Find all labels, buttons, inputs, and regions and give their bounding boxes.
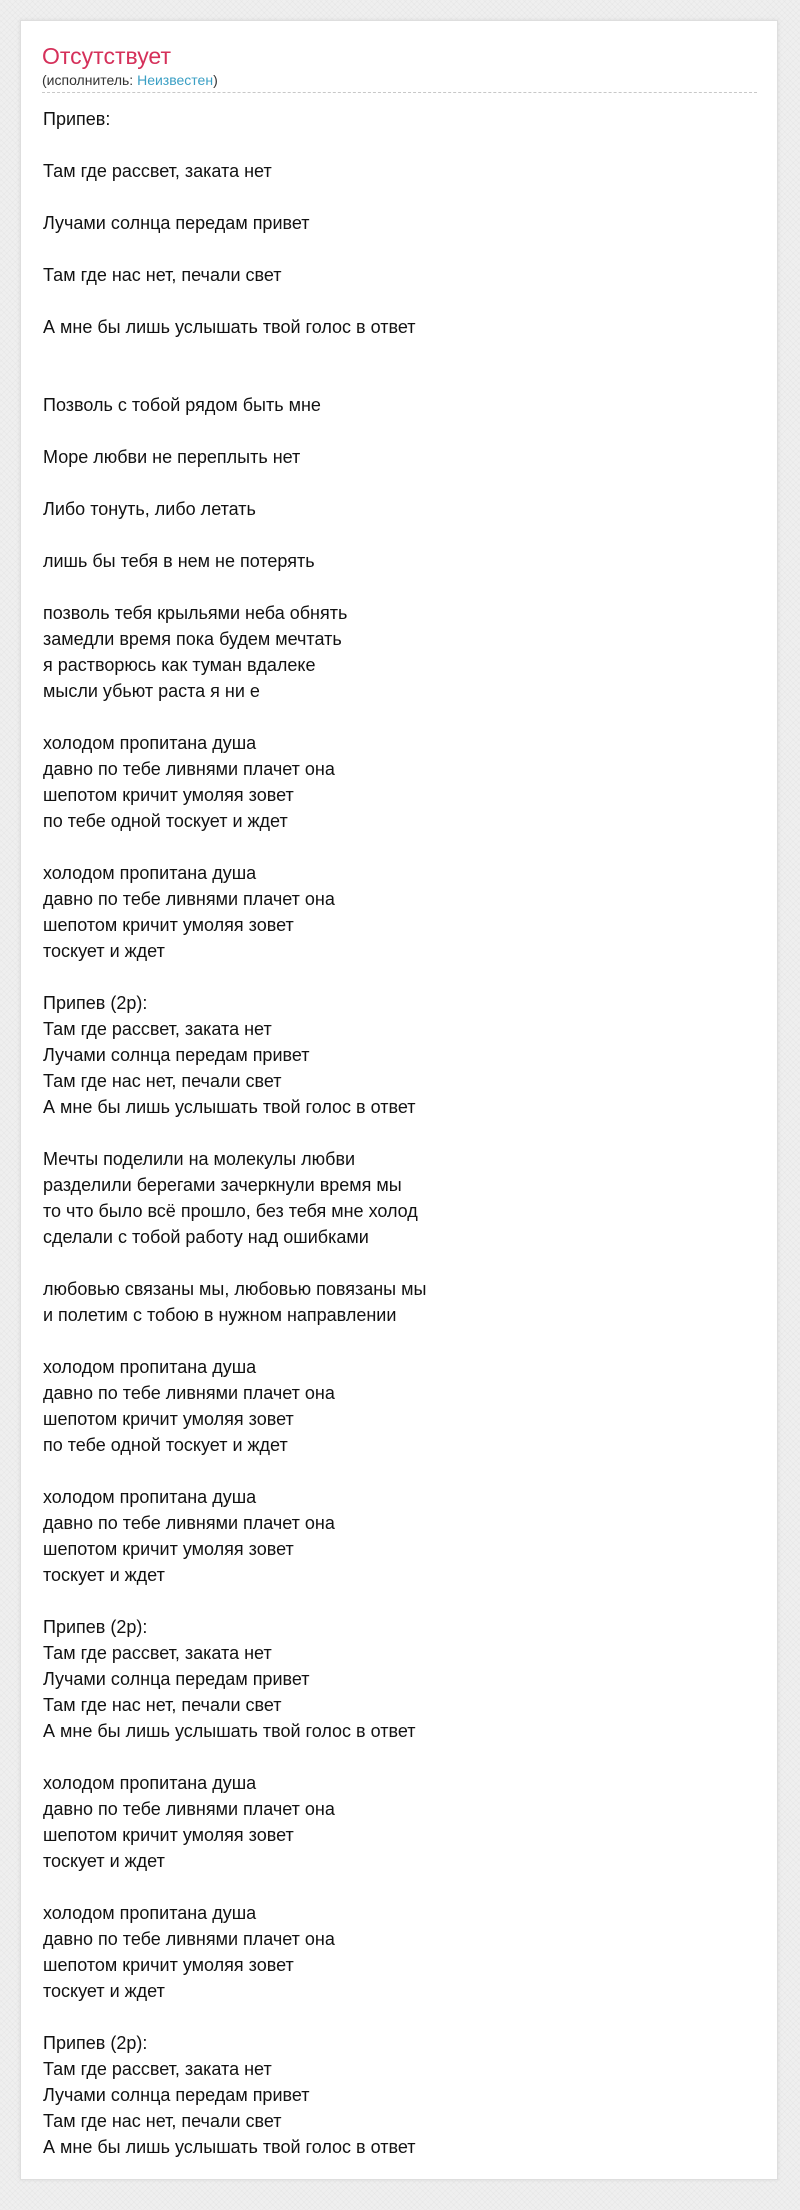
lyric-line: Лучами солнца передам привет [43, 213, 310, 233]
lyric-line: Припев: [43, 109, 111, 129]
lyric-line: Позволь с тобой рядом быть мне [43, 395, 321, 415]
lyric-line [43, 1744, 758, 1770]
lyric-line [43, 418, 758, 444]
lyric-line [43, 574, 758, 600]
lyric-line: по тебе одной тоскует и ждет [43, 811, 288, 831]
lyric-line: позволь тебя крыльями неба обнять [43, 603, 348, 623]
lyric-line: мысли убьют раста я ни е [43, 681, 260, 701]
lyric-line: Либо тонуть, либо летать [43, 499, 256, 519]
lyric-line [43, 1588, 758, 1614]
lyric-line: Припев (2р): [43, 1617, 148, 1637]
lyric-line: тоскует и ждет [43, 1851, 165, 1871]
lyric-line: давно по тебе ливнями плачет она [43, 759, 335, 779]
lyric-line: Припев (2р): [43, 2033, 148, 2053]
lyric-line: холодом пропитана душа [43, 1773, 257, 1793]
lyric-line: замедли время пока будем мечтать [43, 629, 342, 649]
lyric-line: Там где нас нет, печали свет [43, 1071, 282, 1091]
lyric-line: давно по тебе ливнями плачет она [43, 1513, 335, 1533]
lyric-line [43, 1250, 758, 1276]
lyric-line [43, 834, 758, 860]
lyric-line: Припев (2р): [43, 993, 148, 1013]
lyric-line: то что было всё прошло, без тебя мне холод [43, 1201, 418, 1221]
lyric-line: тоскует и ждет [43, 1981, 165, 2001]
lyric-line: давно по тебе ливнями плачет она [43, 1929, 335, 1949]
song-title: Отсутствует [42, 43, 171, 69]
lyric-line: сделали с тобой работу над ошибками [43, 1227, 369, 1247]
lyric-line [43, 340, 758, 366]
lyric-line [43, 964, 758, 990]
lyric-line: Там где нас нет, печали свет [43, 265, 282, 285]
lyric-line: давно по тебе ливнями плачет она [43, 1383, 335, 1403]
lyric-line: А мне бы лишь услышать твой голос в ответ [43, 1097, 416, 1117]
song-header [42, 41, 757, 93]
lyric-line: любовью связаны мы, любовью повязаны мы [43, 1279, 427, 1299]
artist-link[interactable]: Неизвестен [137, 72, 214, 88]
lyric-line: холодом пропитана душа [43, 1903, 257, 1923]
lyric-line: тоскует и ждет [43, 1565, 165, 1585]
lyric-line [43, 288, 758, 314]
lyric-line [43, 236, 758, 262]
lyric-line [43, 470, 758, 496]
lyric-line: шепотом кричит умоляя зовет [43, 915, 294, 935]
lyric-line: шепотом кричит умоляя зовет [43, 1539, 294, 1559]
lyric-line: Мечты поделили на молекулы любви [43, 1149, 356, 1169]
lyric-line [43, 522, 758, 548]
lyric-line [43, 704, 758, 730]
artist-prefix: (исполнитель: [42, 72, 138, 88]
lyric-line: холодом пропитана душа [43, 1357, 257, 1377]
lyric-line [43, 1328, 758, 1354]
lyric-line: разделили берегами зачеркнули время мы [43, 1175, 402, 1195]
lyric-line [43, 1874, 758, 1900]
lyric-line [43, 1120, 758, 1146]
lyric-line: А мне бы лишь услышать твой голос в ответ [43, 2137, 416, 2157]
lyric-line: А мне бы лишь услышать твой голос в ответ [43, 317, 416, 337]
lyric-line: Лучами солнца передам привет [43, 2085, 310, 2105]
lyric-line [43, 1458, 758, 1484]
lyric-line: Лучами солнца передам привет [43, 1669, 310, 1689]
artist-suffix: ) [213, 72, 218, 88]
lyric-line: тоскует и ждет [43, 941, 165, 961]
lyric-line: холодом пропитана душа [43, 863, 257, 883]
lyric-line: Лучами солнца передам привет [43, 1045, 310, 1065]
lyric-line: Там где нас нет, печали свет [43, 1695, 282, 1715]
lyric-line [43, 366, 758, 392]
lyric-line: Там где рассвет, заката нет [43, 1019, 272, 1039]
lyric-line: я растворюсь как туман вдалеке [43, 655, 316, 675]
lyric-line: Там где нас нет, печали свет [43, 2111, 282, 2131]
lyric-line: А мне бы лишь услышать твой голос в ответ [43, 1721, 416, 1741]
lyric-line: шепотом кричит умоляя зовет [43, 785, 294, 805]
lyric-line: давно по тебе ливнями плачет она [43, 1799, 335, 1819]
lyric-line: давно по тебе ливнями плачет она [43, 889, 335, 909]
lyric-line: шепотом кричит умоляя зовет [43, 1825, 294, 1845]
lyric-line: Там где рассвет, заката нет [43, 161, 272, 181]
lyric-line [43, 2004, 758, 2030]
lyric-line [43, 132, 758, 158]
lyric-line: холодом пропитана душа [43, 733, 257, 753]
lyric-line: и полетим с тобою в нужном направлении [43, 1305, 397, 1325]
lyric-line: Там где рассвет, заката нет [43, 2059, 272, 2079]
lyric-line: холодом пропитана душа [43, 1487, 257, 1507]
lyric-line: Море любви не переплыть нет [43, 447, 301, 467]
lyric-line [43, 184, 758, 210]
lyric-line: по тебе одной тоскует и ждет [43, 1435, 288, 1455]
lyric-line: Там где рассвет, заката нет [43, 1643, 272, 1663]
lyric-line: шепотом кричит умоляя зовет [43, 1409, 294, 1429]
lyrics-text [43, 106, 758, 2160]
artist-line [42, 71, 757, 90]
lyrics-card [20, 20, 778, 2180]
lyric-line: шепотом кричит умоляя зовет [43, 1955, 294, 1975]
lyric-line: лишь бы тебя в нем не потерять [43, 551, 315, 571]
